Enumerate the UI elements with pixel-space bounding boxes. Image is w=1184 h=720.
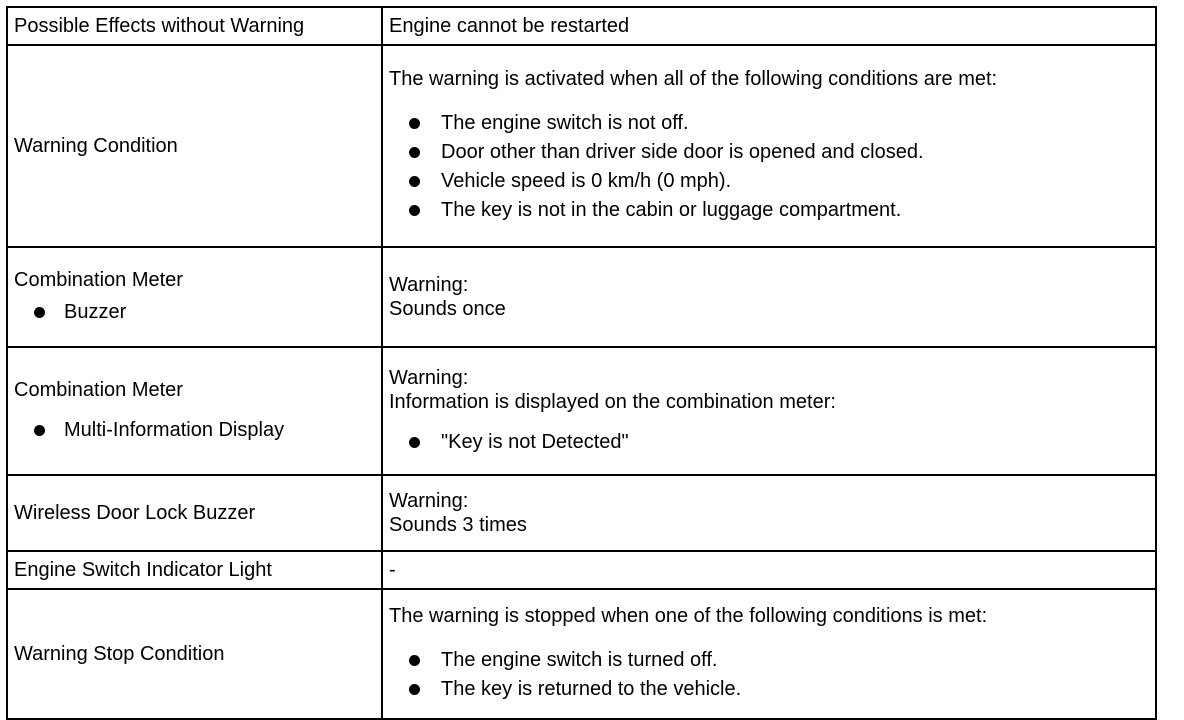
list-item: "Key is not Detected" bbox=[389, 428, 1149, 457]
list-item: The key is not in the cabin or luggage compartment. bbox=[389, 196, 1149, 225]
buzzer-sub-list bbox=[14, 298, 375, 327]
wireless-warning-label: Warning: bbox=[389, 490, 469, 512]
list-item: Multi-Information Display bbox=[14, 416, 375, 445]
mid-value-cell bbox=[382, 347, 1156, 475]
stop-intro: The warning is stopped when one of the following conditions is met: bbox=[389, 605, 988, 627]
mid-label-cell bbox=[7, 347, 382, 475]
indicator-label: Engine Switch Indicator Light bbox=[7, 551, 382, 589]
list-item: Vehicle speed is 0 km/h (0 mph). bbox=[389, 167, 1149, 196]
list-item: The engine switch is not off. bbox=[389, 109, 1149, 138]
table-row bbox=[7, 475, 1156, 551]
buzzer-value-cell bbox=[382, 247, 1156, 347]
list-item: Buzzer bbox=[14, 298, 375, 327]
effects-label: Possible Effects without Warning bbox=[7, 7, 382, 45]
condition-intro: The warning is activated when all of the following conditions are met: bbox=[389, 68, 998, 90]
table-row bbox=[7, 45, 1156, 247]
table-row bbox=[7, 589, 1156, 719]
mid-warning-text: Information is displayed on the combination meter: bbox=[389, 390, 836, 413]
table-row bbox=[7, 347, 1156, 475]
wireless-warning-text: Sounds 3 times bbox=[389, 514, 527, 536]
stop-label: Warning Stop Condition bbox=[7, 589, 382, 719]
indicator-value: - bbox=[382, 551, 1156, 589]
list-item: The engine switch is turned off. bbox=[389, 646, 1149, 675]
mid-label: Combination Meter bbox=[14, 378, 183, 401]
table-row bbox=[7, 247, 1156, 347]
mid-warning-label: Warning: bbox=[389, 366, 469, 389]
condition-cell bbox=[382, 45, 1156, 247]
mid-message-list bbox=[389, 428, 1149, 457]
table-row bbox=[7, 551, 1156, 589]
buzzer-label: Combination Meter bbox=[14, 268, 183, 291]
buzzer-label-cell bbox=[7, 247, 382, 347]
wireless-label: Wireless Door Lock Buzzer bbox=[7, 475, 382, 551]
condition-label: Warning Condition bbox=[7, 45, 382, 247]
list-item: The key is returned to the vehicle. bbox=[389, 675, 1149, 704]
wireless-value-cell bbox=[382, 475, 1156, 551]
stop-list bbox=[389, 646, 1149, 704]
list-item: Door other than driver side door is opened and closed. bbox=[389, 138, 1149, 167]
condition-list bbox=[389, 109, 1149, 225]
mid-sub-list bbox=[14, 416, 375, 445]
table-row bbox=[7, 7, 1156, 45]
buzzer-warning-text: Sounds once bbox=[389, 298, 506, 320]
effects-value: Engine cannot be restarted bbox=[382, 7, 1156, 45]
warning-spec-table bbox=[6, 6, 1157, 720]
stop-cell bbox=[382, 589, 1156, 719]
buzzer-warning-label: Warning: bbox=[389, 274, 469, 296]
